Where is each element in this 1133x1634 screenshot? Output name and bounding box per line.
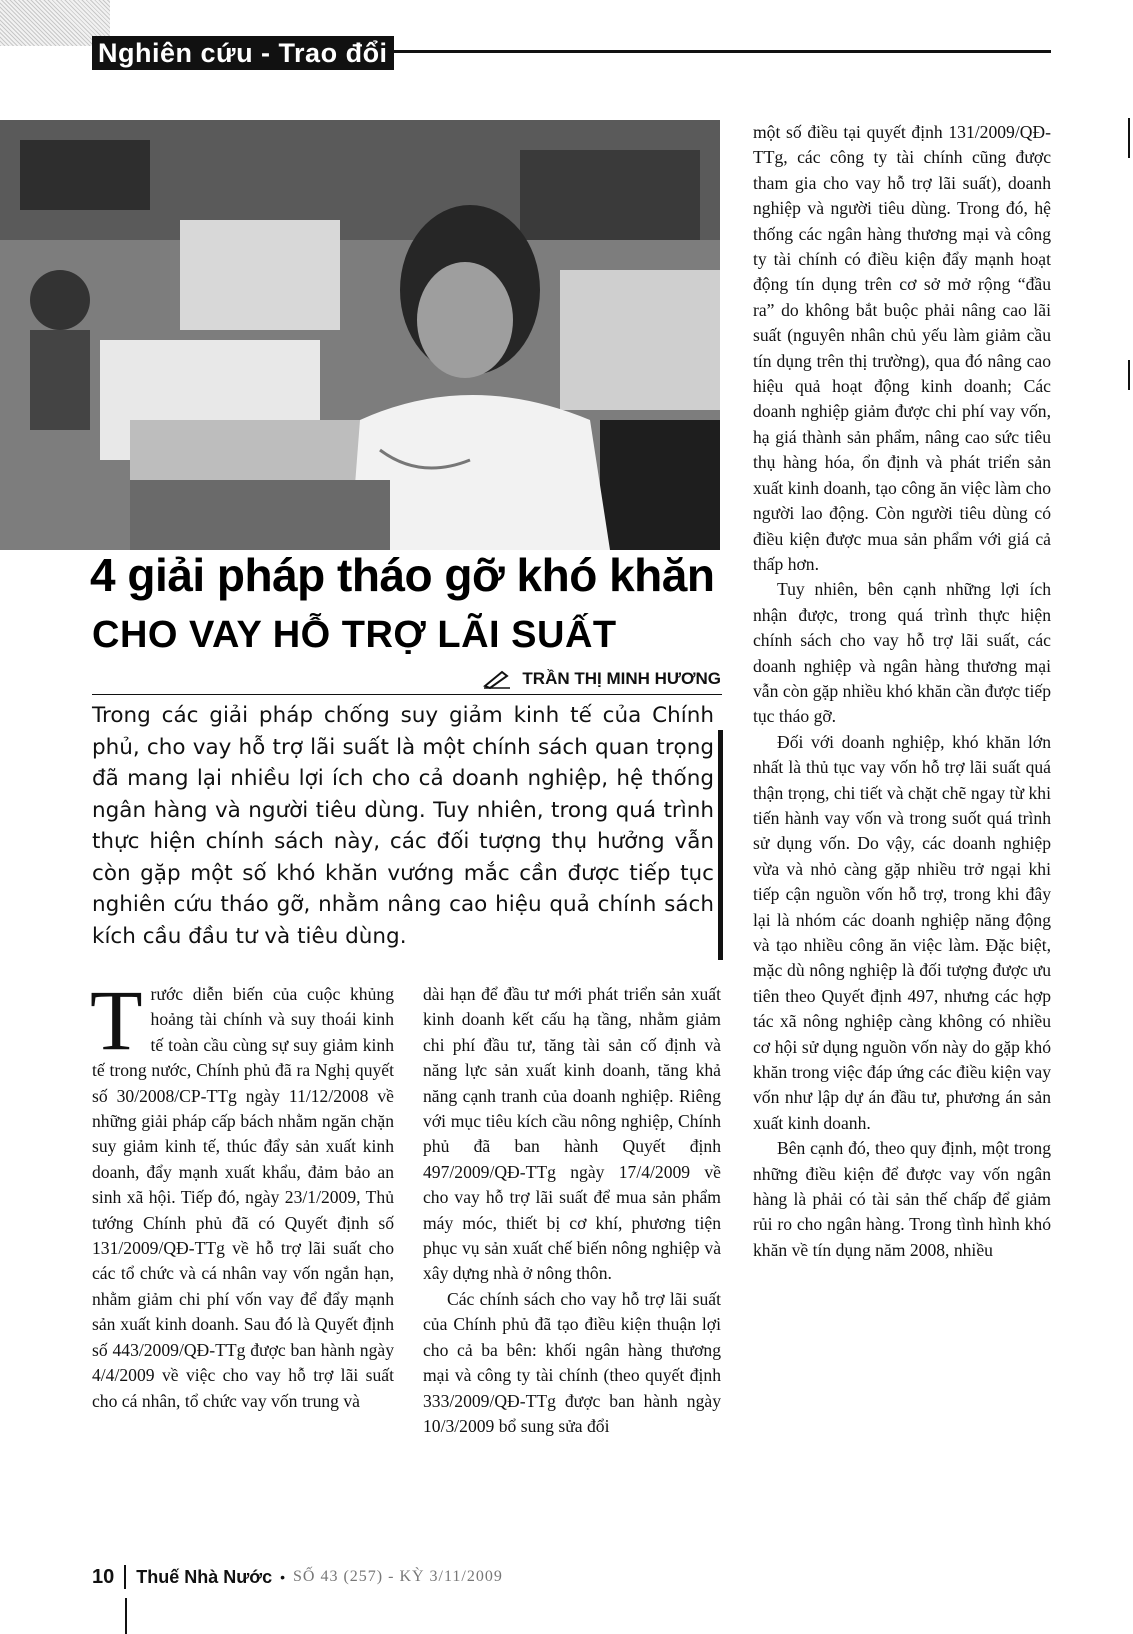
page-number: 10 <box>92 1565 115 1588</box>
paragraph-text: rước diễn biến của cuộc khủng hoảng tài chính và suy thoái kinh tế toàn cầu cùng sự suy giảm kinh tế trong nước, Chính phủ đã ra Nghị quyết số 30/2008/CP-TTg ngày 11/12/2008 về những giải pháp cấp bách nhằm ngăn chặn suy giảm kinh tế, thúc đẩy sản xuất kinh doanh, đẩy mạnh xuất khẩu, đảm bảo an sinh xã hội. Tiếp đó, ngày 23/1/2009, Thủ tướng Chính phủ đã có Quyết định số 131/2009/QĐ-TTg về hỗ trợ lãi suất cho các tổ chức và cá nhân vay vốn ngắn hạn, nhằm giảm chi phí vốn vay để đẩy mạnh sản xuất kinh doanh. Sau đó là Quyết định số 443/2009/QĐ-TTg được ban hành ngày 4/4/2009 về việc cho vay hỗ trợ lãi suất cho cá nhân, tổ chức vay vốn trung và <box>92 984 394 1411</box>
paragraph: Bên cạnh đó, theo quy định, một trong những điều kiện để được vay vốn ngân hàng là phải có tài sản thế chấp để giảm rủi ro cho ngân hàng. Trong tình hình khó khăn về tín dụng năm 2008, nhiều <box>753 1138 1051 1260</box>
margin-mark <box>1128 360 1130 390</box>
drop-cap: T <box>90 972 143 1068</box>
paragraph: dài hạn để đầu tư mới phát triển sản xuất kinh doanh kết cấu hạ tầng, nhằm giảm chi phí đầu tư, tăng tài sản cố định và năng lực sản xuất kinh doanh, tăng khả năng cạnh tranh của doanh nghiệp. Riêng với mục tiêu kích cầu nông nghiệp, Chính phủ đã ban hành Quyết định 497/2009/QĐ-TTg ngày 17/4/2009 về cho vay hỗ trợ lãi suất để mua sản phẩm máy móc, thiết bị cơ khí, phương tiện phục vụ sản xuất chế biến nông nghiệp và xây dựng nhà ở nông thôn. <box>423 984 721 1284</box>
footer-rule <box>125 1598 127 1634</box>
body-column-1 <box>90 972 394 1414</box>
pen-icon <box>482 669 512 689</box>
paragraph: Tuy nhiên, bên cạnh những lợi ích nhận được, trong quá trình thực hiện chính sách cho vay hỗ trợ lãi suất, các doanh nghiệp và ngân hàng thương mại vẫn còn gặp nhiều khó khăn cần được tiếp tục tháo gỡ. <box>753 579 1051 727</box>
article-subtitle: CHO VAY HỖ TRỢ LÃI SUẤT <box>92 614 617 656</box>
paragraph: Đối với doanh nghiệp, khó khăn lớn nhất là thủ tục vay vốn hỗ trợ lãi suất quá thận trọng, chi tiết và chặt chẽ ngay từ khi tiến hành vay vốn và trong suốt quá trình sử dụng vốn. Do vậy, các doanh nghiệp vừa và nhỏ càng gặp nhiều trở ngại khi tiếp cận nguồn vốn hỗ trợ, trong khi đây lại là nhóm các doanh nghiệp năng động và tạo nhiều công ăn việc làm. Đặc biệt, mặc dù nông nghiệp là đối tượng được ưu tiên theo Quyết định 497, nhưng các hợp tác xã nông nghiệp càng không có nhiều cơ hội sử dụng nguồn vốn này do gặp khó khăn trong việc đáp ứng các điều kiện vay vốn như lập dự án đầu tư, phương án sản xuất kinh doanh. <box>753 731 1051 1133</box>
photo-illustration <box>0 120 720 550</box>
body-column-3 <box>753 120 1051 1263</box>
paragraph: Các chính sách cho vay hỗ trợ lãi suất của Chính phủ đã tạo điều kiện thuận lợi cho cả ba bên: khối ngân hàng thương mại và công ty tài chính (theo quyết định 333/2009/QĐ-TTg được ban hành ngày 10/3/2009 bổ sung sửa đổi <box>423 1288 721 1436</box>
footer-divider <box>124 1565 126 1589</box>
paragraph: một số điều tại quyết định 131/2009/QĐ-TTg, các công ty tài chính cũng được tham gia cho vay hỗ trợ lãi suất), doanh nghiệp và người tiêu dùng. Trong đó, hệ thống các ngân hàng thương mại và công ty tài chính có điều kiện đẩy mạnh hoạt động tín dụng trên cơ sở mở rộng “đầu ra” do không bắt buộc phải nâng cao lãi suất (nguyên nhân chủ yếu làm giảm cầu tín dụng trên thị trường), qua đó nâng cao hiệu quả hoạt động kinh doanh; Các doanh nghiệp giảm được chi phí vay vốn, hạ giá thành sản phẩm, nâng cao sức tiêu thụ hàng hóa, ổn định và phát triển sản xuất kinh doanh, tạo công ăn việc làm cho người lao động. Còn người tiêu dùng có điều kiện được mua sản phẩm với giá cả thấp hơn. <box>753 122 1051 574</box>
paragraph <box>90 972 394 1414</box>
body-column-2 <box>423 982 721 1439</box>
section-label: Nghiên cứu - Trao đổi <box>92 36 394 70</box>
lead-rule <box>92 694 722 695</box>
photo-credit: Ảnh: ST <box>12 620 70 637</box>
issue-info: SỐ 43 (257) - KỲ 3/11/2009 <box>293 1568 503 1585</box>
footer-bullet: • <box>280 1569 285 1585</box>
article-title: 4 giải pháp tháo gỡ khó khăn <box>90 549 715 601</box>
margin-mark <box>1128 118 1130 158</box>
lead-bar <box>718 730 723 960</box>
header-rule <box>388 50 1051 53</box>
author-name: TRẦN THỊ MINH HƯƠNG <box>522 669 721 688</box>
byline <box>482 669 721 689</box>
lead-paragraph: Trong các giải pháp chống suy giảm kinh tế của Chính phủ, cho vay hỗ trợ lãi suất là một chính sách quan trọng đã mang lại nhiều lợi ích cho cả doanh nghiệp, hệ thống ngân hàng và người tiêu dùng. Tuy nhiên, trong quá trình thực hiện chính sách này, các đối tượng thụ hưởng vẫn còn gặp một số khó khăn vướng mắc cần được tiếp tục nghiên cứu tháo gỡ, nhằm nâng cao hiệu quả chính sách kích cầu đầu tư và tiêu dùng. <box>92 703 714 949</box>
publication-name: Thuế Nhà Nước <box>136 1566 273 1587</box>
page-footer <box>92 1565 503 1589</box>
